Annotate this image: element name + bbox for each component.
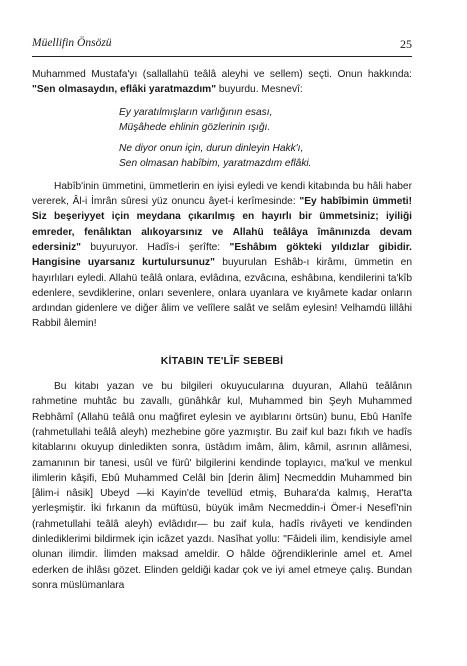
header-title: Müellifin Önsözü <box>32 37 112 49</box>
page-body <box>32 67 412 593</box>
section-heading: KİTABIN TE'LÎF SEBEBİ <box>160 354 284 367</box>
intro-text-start: Muhammed Mustafa'yı (sallallahü teâlâ aleyhi ve sellem) seçti. Onun hakkında: <box>32 69 412 80</box>
intro-paragraph <box>32 67 412 98</box>
body-paragraph: Bu kitabı yazan ve bu bilgileri okuyucularına duyuran, Allahü teâlânın rahmetine muhtâc bu zavallı, günâhkâr kul, Muhammed bin Şeyh Muhammed Rebhâmî (Allahü teâlâ onu mağfiret eylesin ve ayıblarını örtsün) bunu, Ebû Hanîfe (rahmetullahi teâlâ aleyh) mezhebine göre yazmıştır. Bu zaif kul bazı fıkıh ve hadîs kitablarını okuyup dinledikten sonra, üstâdım imâm, âlim, kâmil, asrının allâmesi, zamanının bir tanesi, usûl ve fürû' bilgilerini kendinde toplayıcı, ma'kul ve menkul ilimlerin kâşifi, Ebû Muhammed Celâl bin [derin âlim] Necmeddin Muhammed bin [âlim-i nâsik] Ubeyd —ki Kayin'de tevellüd etmiş, Buhara'da kalmış, Herat'ta yerleşmiştir. İki fırkanın da müftüsü, büyük imâm Necmeddin-i Ömer-i Nesefî'nin (rahmetullahi teâlâ aleyh) evlâdıdır— bu zaif kula, hadîs rivâyeti ve kendinden dinlediklerimi bildirmek için icâzet yazdı. Nasîhat yollu: "Fâideli ilim, kendisiyle amel olunan ilimdir. İlimden maksad ameldir. O hâlde öğrendiklerinle amel et. Amel ederken de ihlâsı gözet. Elinden geldiği kadar çok ve iyi amel etmeye çalış. Bundan sonra müslümanlara <box>32 381 412 591</box>
body-paragraph <box>32 179 412 332</box>
running-header <box>32 37 412 55</box>
ayet-quote: "Ey habîbimin ümmeti! Siz beşeriyyet için meydana çıkarılmış en hayırlı bir ümmetsiniz; iyiliği emreder, fenâlıktan alıkoyarsınız ve Allahü teâlâya îmânınızda devam edersiniz" <box>32 196 412 253</box>
mesnevi-poem <box>119 105 412 172</box>
hadis-quote: "Eshâbım gökteki yıldızlar gibidir. Hangisine uyarsanız kurtulursunuz" <box>32 241 412 269</box>
poem-line: Ey yaratılmışların varlığının esası, <box>119 106 273 118</box>
intro-text-end: buyurdu. Mesnevî: <box>216 84 303 96</box>
page-number: 25 <box>400 37 412 51</box>
paragraph-text: buyuruyor. Hadîs-i şerîfte: <box>81 241 230 253</box>
poem-line: Müşâhede ehlinin gözlerinin ışığı. <box>119 121 271 133</box>
header-rule <box>32 56 412 57</box>
paragraph-text: Habîb'inin ümmetini, ümmetlerin en iyisi eyledi ve kendi kitabında bu hâli haber vererek, Âl-i İmrân sûresi yüz onuncu âyet-i kerîmesinde: <box>32 180 412 208</box>
poem-line: Ne diyor onun için, durun dinleyin Hakk'ı, <box>119 143 304 155</box>
intro-quote: "Sen olmasaydın, eflâki yaratmazdım" <box>32 84 217 96</box>
poem-line: Sen olmasan habîbim, yaratmazdım eflâki. <box>119 158 312 170</box>
paragraph-text: buyurulan Eshâb-ı kirâmı, ümmetin en hayırlıları eyledi. Allahü teâlâ onlara, evlâdına, ezvâcına, eshâbına, kendilerini ta'kîb edenlere, sevdiklerine, onları sevenlere, onlara uyanlara ve kıyâmete kadar onların ardından gidenlere ve diğer âlim ve velîlere salât ve selâm eylesin! Velhamdü lillâhi Rabbil âlemin! <box>32 257 412 330</box>
